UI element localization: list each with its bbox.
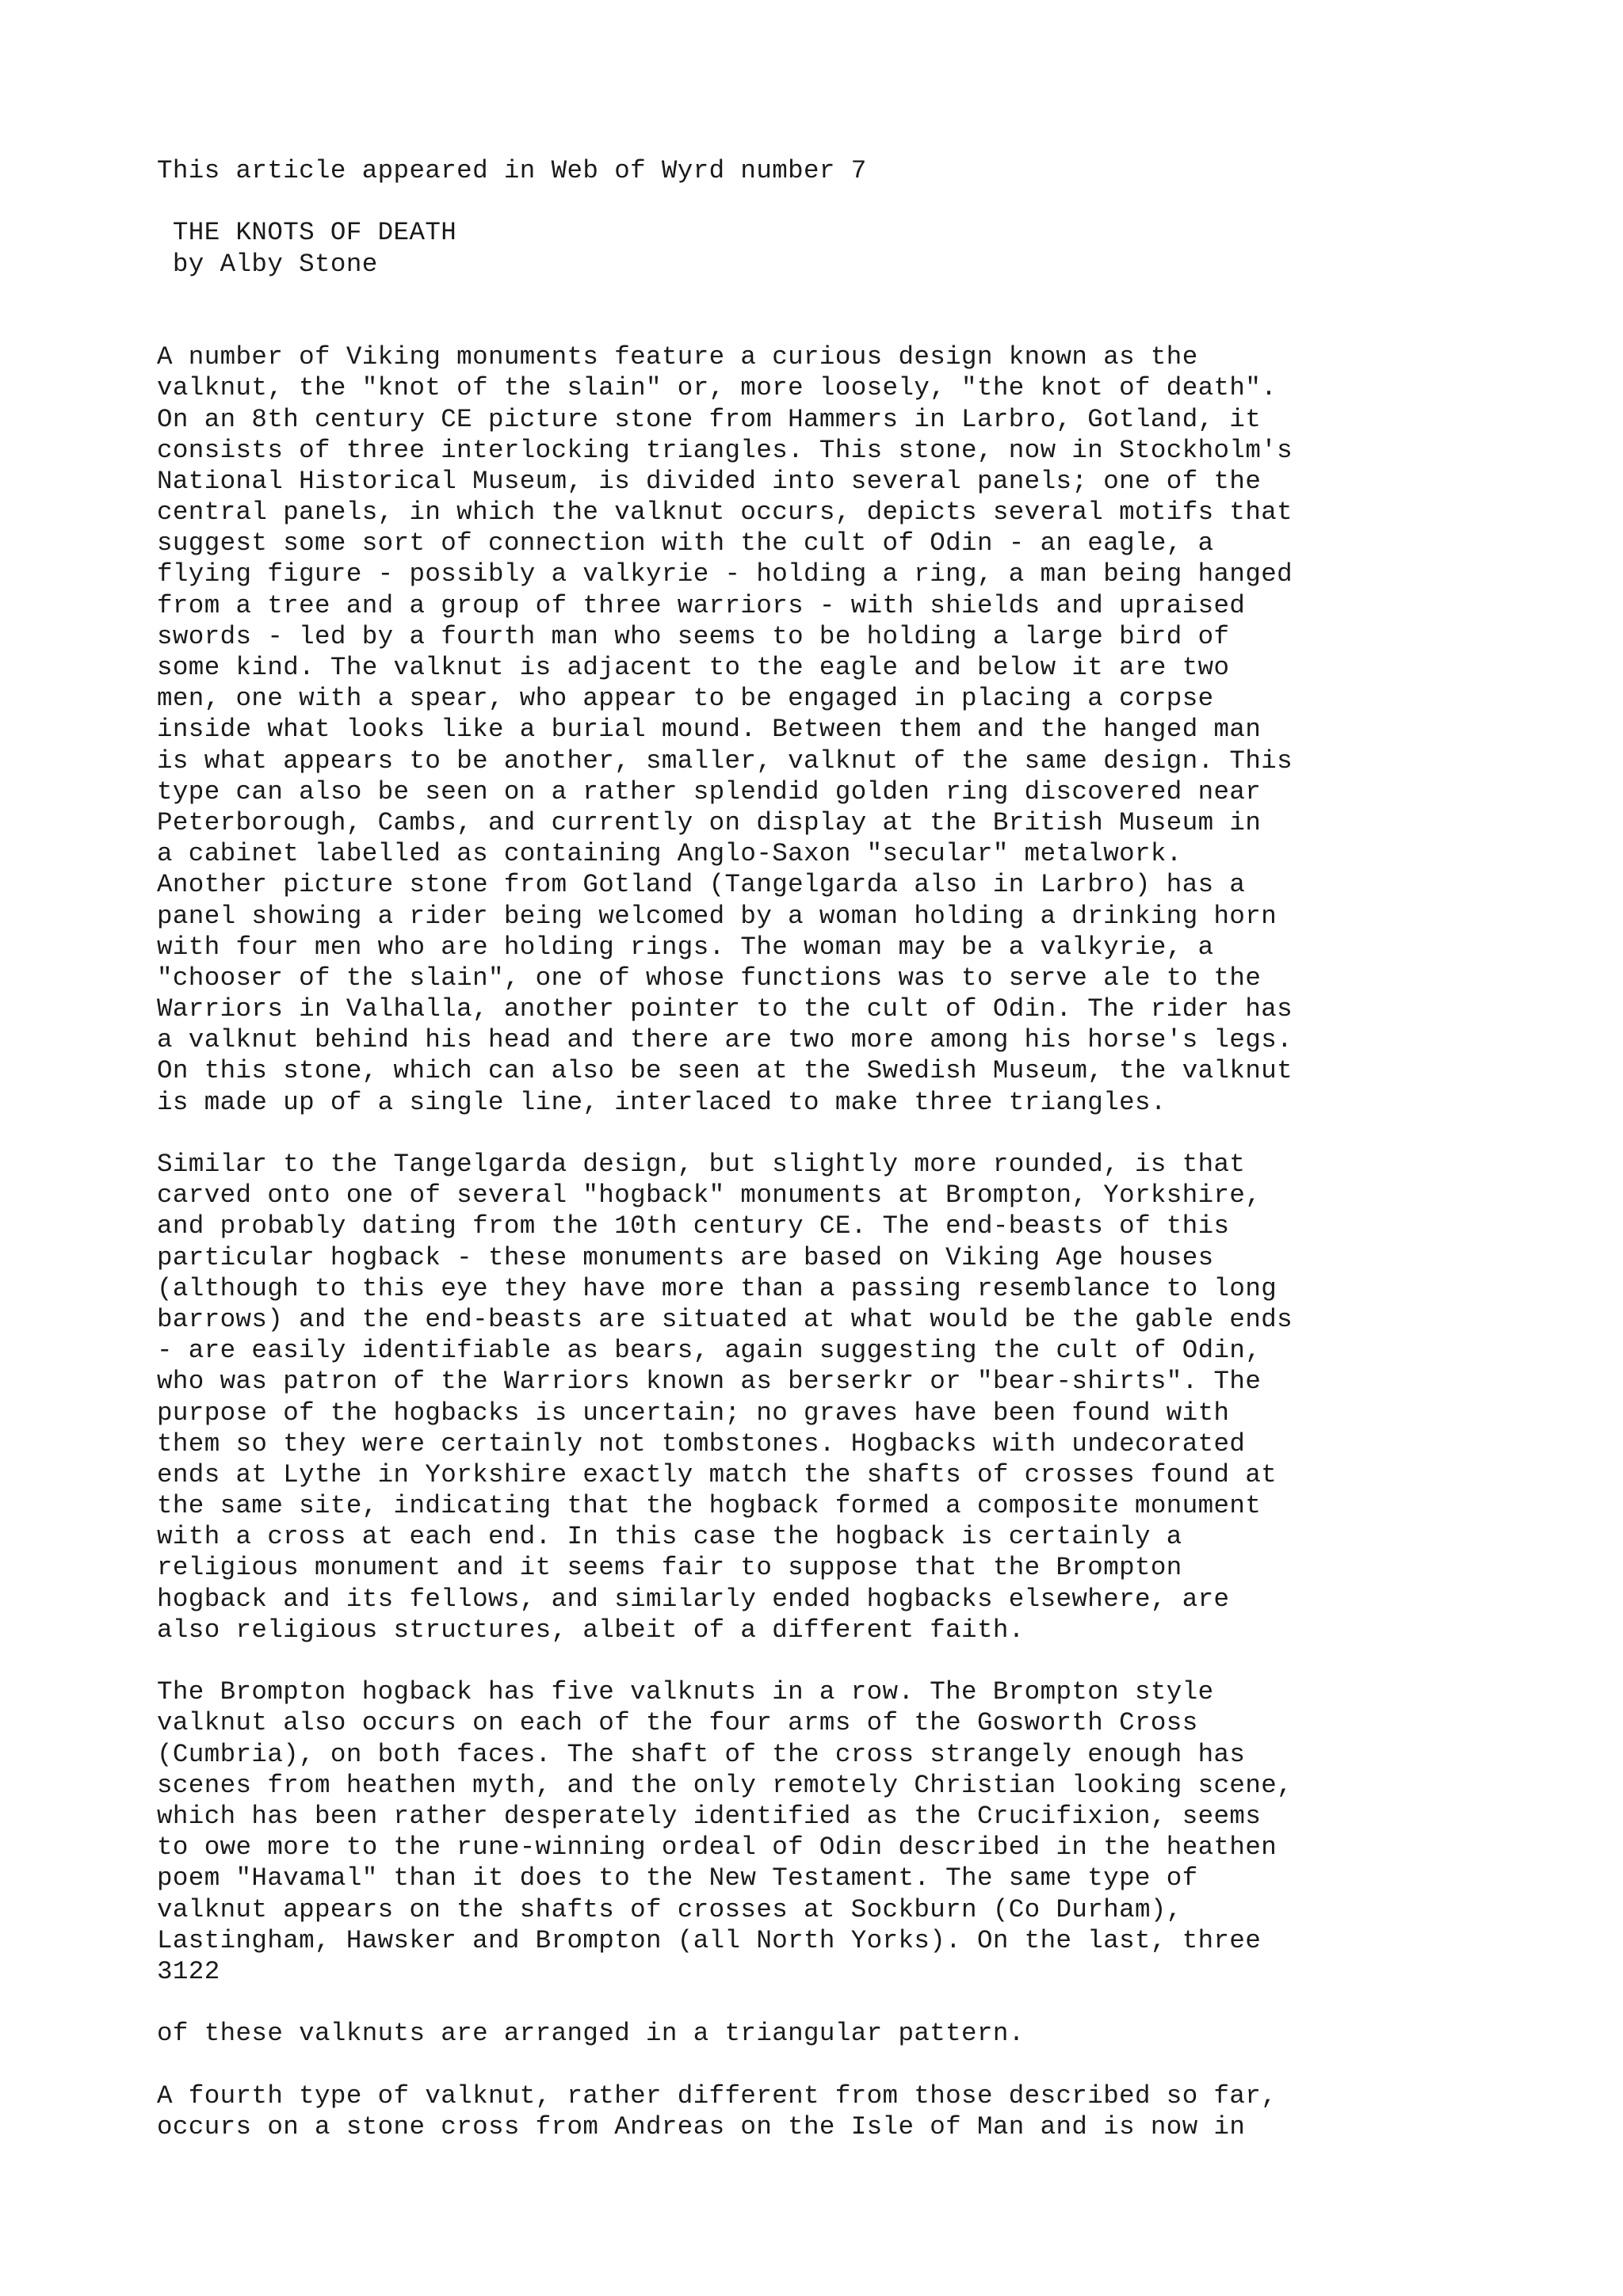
text-line: ends at Lythe in Yorkshire exactly match the shafts of crosses found at: [157, 1459, 1277, 1489]
document-page: [157, 155, 1583, 2142]
text-line: Another picture stone from Gotland (Tangelgarda also in Larbro) has a: [157, 870, 1246, 900]
spacer: [157, 280, 1583, 311]
paragraph: [157, 1676, 1583, 1987]
paragraph: [157, 2081, 1583, 2142]
text-line: On an 8th century CE picture stone from Hammers in Larbro, Gotland, it: [157, 404, 1262, 434]
text-line: Peterborough, Cambs, and currently on display at the British Museum in: [157, 807, 1262, 837]
text-line: purpose of the hogbacks is uncertain; no graves have been found with: [157, 1398, 1230, 1428]
text-line: to owe more to the rune-winning ordeal of Odin described in the heathen: [157, 1833, 1277, 1863]
text-line: who was patron of the Warriors known as berserkr or "bear-shirts". The: [157, 1367, 1262, 1397]
text-line: - are easily identifiable as bears, again suggesting the cult of Odin,: [157, 1336, 1262, 1366]
paragraph: [157, 1149, 1583, 1646]
text-line: valknut appears on the shafts of crosses at Sockburn (Co Durham),: [157, 1894, 1182, 1924]
paragraph: [157, 341, 1583, 1118]
spacer: [157, 311, 1583, 341]
text-line: National Historical Museum, is divided into several panels; one of the: [157, 466, 1262, 496]
text-line: men, one with a spear, who appear to be engaged in placing a corpse: [157, 684, 1214, 714]
text-line: central panels, in which the valknut occurs, depicts several motifs that: [157, 498, 1293, 528]
text-line: Similar to the Tangelgarda design, but slightly more rounded, is that: [157, 1150, 1246, 1179]
text-line: suggest some sort of connection with the cult of Odin - an eagle, a: [157, 528, 1214, 559]
text-line: carved onto one of several "hogback" monuments at Brompton, Yorkshire,: [157, 1180, 1262, 1211]
text-line: flying figure - possibly a valkyrie - holding a ring, a man being hanged: [157, 559, 1293, 589]
text-line: "chooser of the slain", one of whose functions was to serve ale to the: [157, 963, 1262, 993]
article-title: THE KNOTS OF DEATH: [157, 218, 457, 248]
text-line: valknut, the "knot of the slain" or, more loosely, "the knot of death".: [157, 373, 1277, 403]
text-line: poem "Havamal" than it does to the New Testament. The same type of: [157, 1863, 1198, 1894]
text-line: consists of three interlocking triangles. This stone, now in Stockholm's: [157, 435, 1293, 465]
text-line: with four men who are holding rings. The woman may be a valkyrie, a: [157, 932, 1214, 962]
text-line: A fourth type of valknut, rather different from those described so far,: [157, 2081, 1277, 2111]
text-line: them so they were certainly not tombstones. Hogbacks with undecorated: [157, 1428, 1246, 1459]
paragraph-gap: [157, 1646, 1583, 1676]
text-line: and probably dating from the 10th century CE. The end-beasts of this: [157, 1211, 1230, 1241]
paragraph-gap: [157, 2049, 1583, 2080]
text-line: of these valknuts are arranged in a triangular pattern.: [157, 2019, 1025, 2049]
text-line: Lastingham, Hawsker and Brompton (all North Yorks). On the last, three: [157, 1925, 1262, 1955]
spacer: [157, 186, 1583, 217]
text-line: religious monument and it seems fair to suppose that the Brompton: [157, 1553, 1182, 1583]
text-line: 3122: [157, 1956, 220, 1986]
text-line: a cabinet labelled as containing Anglo-Saxon "secular" metalwork.: [157, 839, 1182, 869]
text-line: which has been rather desperately identified as the Crucifixion, seems: [157, 1801, 1262, 1831]
text-line: the same site, indicating that the hogback formed a composite monument: [157, 1491, 1262, 1521]
text-line: is what appears to be another, smaller, valknut of the same design. This: [157, 746, 1293, 776]
text-line: panel showing a rider being welcomed by a woman holding a drinking horn: [157, 901, 1277, 931]
article-body: [157, 341, 1583, 2142]
header-line: This article appeared in Web of Wyrd number 7: [157, 156, 867, 185]
paragraph: [157, 2018, 1583, 2049]
text-line: hogback and its fellows, and similarly ended hogbacks elsewhere, are: [157, 1584, 1230, 1614]
text-line: The Brompton hogback has five valknuts in a row. The Brompton style: [157, 1677, 1214, 1707]
text-line: A number of Viking monuments feature a curious design known as the: [157, 342, 1198, 372]
text-line: valknut also occurs on each of the four arms of the Gosworth Cross: [157, 1708, 1198, 1738]
text-line: also religious structures, albeit of a different faith.: [157, 1615, 1025, 1645]
text-line: inside what looks like a burial mound. Between them and the hanged man: [157, 715, 1262, 745]
text-line: (Cumbria), on both faces. The shaft of the cross strangely enough has: [157, 1739, 1246, 1769]
paragraph-gap: [157, 1118, 1583, 1149]
text-line: Warriors in Valhalla, another pointer to the cult of Odin. The rider has: [157, 994, 1293, 1024]
article-byline: by Alby Stone: [157, 249, 378, 279]
text-line: is made up of a single line, interlaced to make three triangles.: [157, 1087, 1167, 1117]
text-line: particular hogback - these monuments are based on Viking Age houses: [157, 1242, 1214, 1272]
text-line: from a tree and a group of three warriors - with shields and upraised: [157, 590, 1246, 620]
text-line: some kind. The valknut is adjacent to the eagle and below it are two: [157, 653, 1230, 682]
text-line: type can also be seen on a rather splendid golden ring discovered near: [157, 776, 1262, 807]
text-line: a valknut behind his head and there are two more among his horse's legs.: [157, 1025, 1293, 1055]
text-line: occurs on a stone cross from Andreas on the Isle of Man and is now in: [157, 2111, 1246, 2142]
text-line: (although to this eye they have more than a passing resemblance to long: [157, 1273, 1277, 1303]
paragraph-gap: [157, 1987, 1583, 2018]
text-line: with a cross at each end. In this case the hogback is certainly a: [157, 1522, 1182, 1552]
text-line: barrows) and the end-beasts are situated at what would be the gable ends: [157, 1304, 1293, 1334]
text-line: On this stone, which can also be seen at the Swedish Museum, the valknut: [157, 1056, 1293, 1086]
text-line: scenes from heathen myth, and the only remotely Christian looking scene,: [157, 1770, 1293, 1800]
text-line: swords - led by a fourth man who seems to be holding a large bird of: [157, 621, 1230, 651]
